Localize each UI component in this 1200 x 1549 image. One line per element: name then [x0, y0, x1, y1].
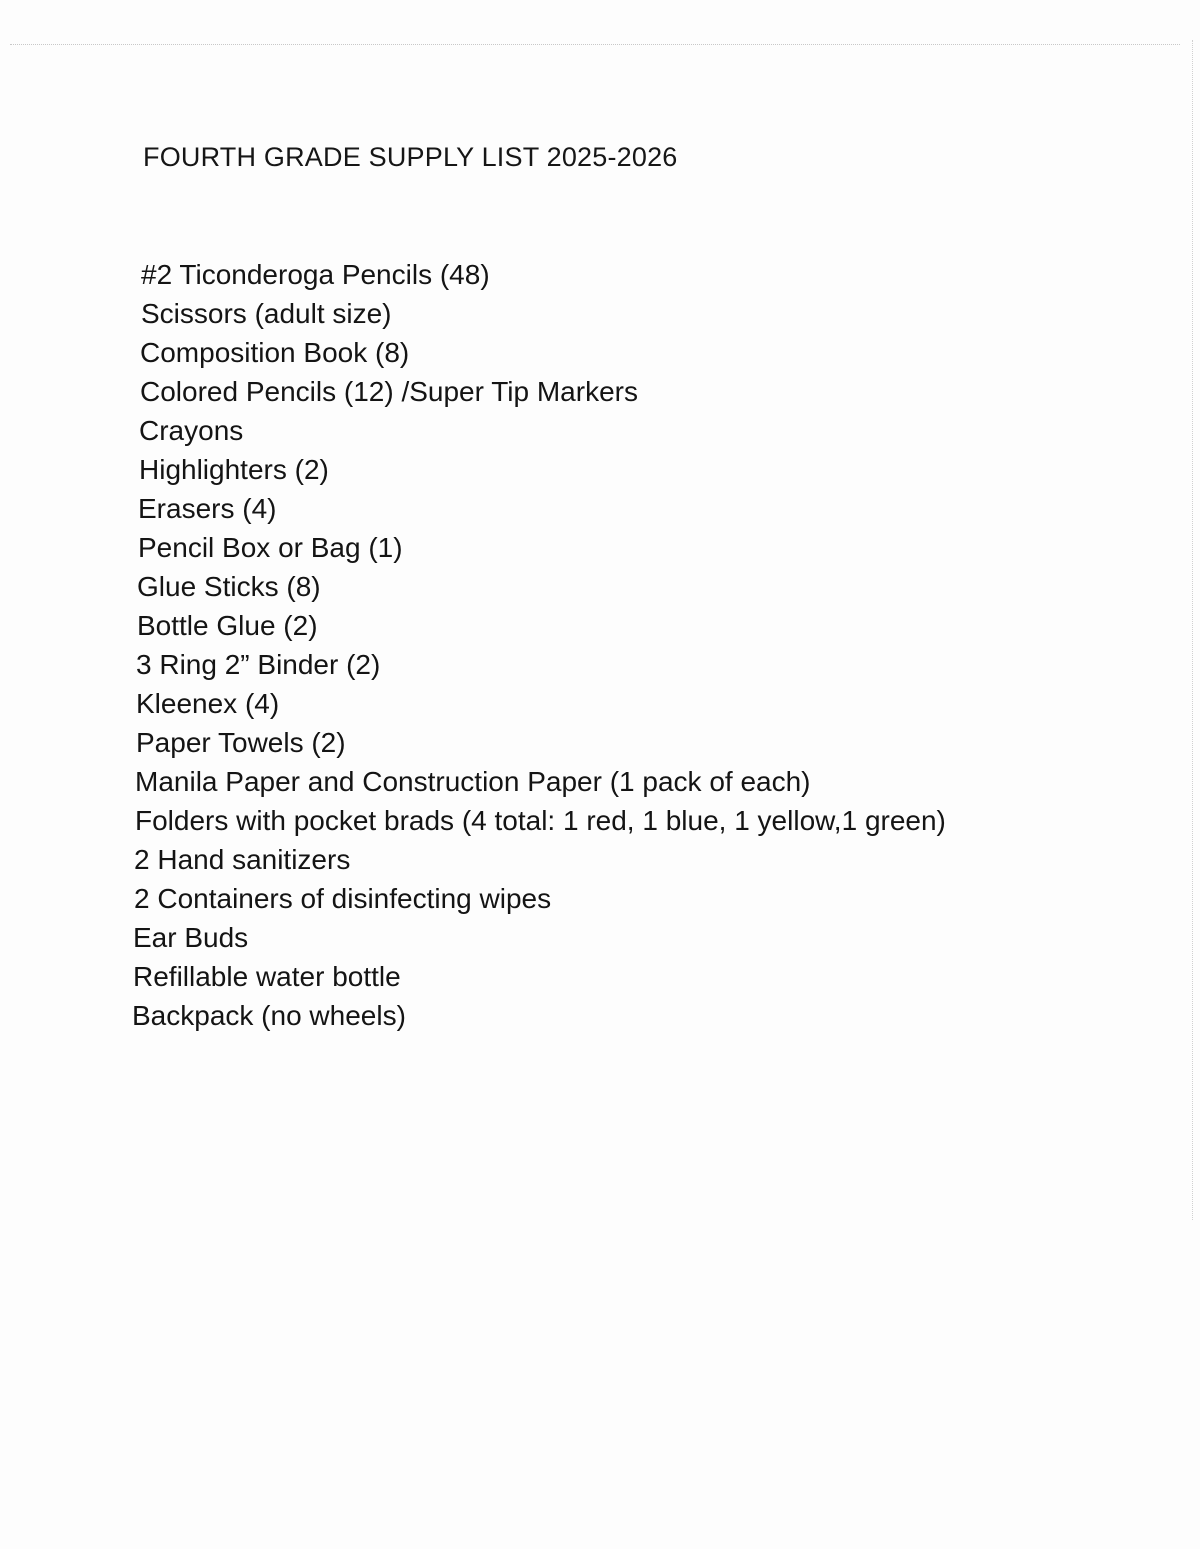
- scan-artifact-right: [1192, 40, 1193, 1220]
- page-title: FOURTH GRADE SUPPLY LIST 2025-2026: [143, 142, 678, 172]
- list-item: Manila Paper and Construction Paper (1 pack of each): [135, 766, 811, 797]
- list-item: Backpack (no wheels): [132, 1000, 406, 1031]
- list-item: Composition Book (8): [140, 337, 410, 368]
- list-item: #2 Ticonderoga Pencils (48): [141, 259, 490, 290]
- list-item: Erasers (4): [138, 493, 277, 524]
- list-item: Glue Sticks (8): [137, 571, 321, 602]
- list-item: Ear Buds: [133, 922, 249, 953]
- list-item: Highlighters (2): [139, 454, 329, 485]
- list-item: Pencil Box or Bag (1): [138, 532, 403, 563]
- supply-list: [132, 255, 946, 1035]
- list-item: 2 Containers of disinfecting wipes: [134, 883, 552, 914]
- list-item: Kleenex (4): [136, 688, 280, 719]
- scan-artifact-top: [10, 44, 1180, 45]
- list-item: Bottle Glue (2): [137, 610, 318, 641]
- list-item: Scissors (adult size): [141, 298, 392, 329]
- list-item: Refillable water bottle: [133, 961, 401, 992]
- list-item: Paper Towels (2): [136, 727, 346, 758]
- list-item: Colored Pencils (12) /Super Tip Markers: [140, 376, 638, 407]
- list-item: Folders with pocket brads (4 total: 1 red, 1 blue, 1 yellow,1 green): [135, 805, 946, 836]
- list-item: 3 Ring 2” Binder (2): [136, 649, 381, 680]
- list-item: 2 Hand sanitizers: [134, 844, 351, 875]
- list-item: Crayons: [139, 415, 244, 446]
